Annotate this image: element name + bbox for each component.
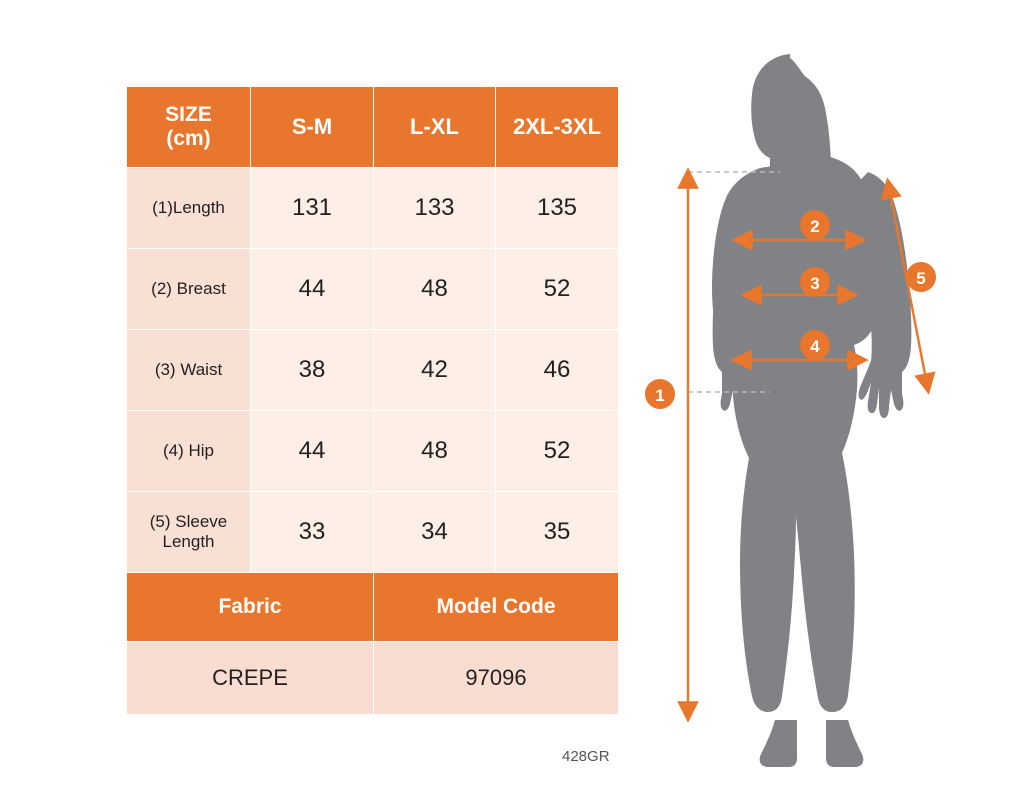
cell-waist-2xl3xl: 46 — [496, 330, 619, 411]
cell-hip-sm: 44 — [251, 411, 374, 492]
table-footer-value-row — [127, 642, 619, 715]
row-label-length: (1)Length — [127, 168, 251, 249]
measure-badge-length — [645, 379, 675, 409]
table-row — [127, 411, 619, 492]
cell-sleeve-sm: 33 — [251, 492, 374, 573]
header-size-line2: (cm) — [166, 127, 211, 150]
header-size-line1: SIZE — [165, 102, 212, 126]
measure-badge-sleeve — [906, 262, 936, 292]
cell-length-2xl3xl: 135 — [496, 168, 619, 249]
row-label-waist: (3) Waist — [127, 330, 251, 411]
badge-label-4: 4 — [810, 337, 820, 356]
footer-value-fabric: CREPE — [127, 642, 374, 715]
product-code-text: 428GR — [562, 748, 610, 765]
header-col-sm: S-M — [251, 87, 374, 168]
female-body-silhouette-icon — [712, 54, 911, 767]
badge-label-5: 5 — [916, 269, 926, 288]
table-row — [127, 492, 619, 573]
header-col-lxl: L-XL — [374, 87, 496, 168]
header-size-label — [127, 87, 251, 168]
cell-hip-2xl3xl: 52 — [496, 411, 619, 492]
table-row — [127, 168, 619, 249]
badge-label-1: 1 — [655, 386, 665, 405]
row-label-breast: (2) Breast — [127, 249, 251, 330]
measurement-figure-panel — [640, 20, 1024, 780]
row-label-sleeve-length: (5) Sleeve Length — [127, 492, 251, 573]
cell-waist-sm: 38 — [251, 330, 374, 411]
cell-breast-2xl3xl: 52 — [496, 249, 619, 330]
footer-label-fabric: Fabric — [127, 573, 374, 642]
table-header-row — [127, 87, 619, 168]
measure-badge-breast — [800, 210, 830, 240]
cell-hip-lxl: 48 — [374, 411, 496, 492]
row-label-hip: (4) Hip — [127, 411, 251, 492]
size-chart-table — [126, 86, 619, 715]
cell-waist-lxl: 42 — [374, 330, 496, 411]
measure-badge-waist — [800, 267, 830, 297]
table-row — [127, 330, 619, 411]
badge-label-3: 3 — [810, 274, 820, 293]
footer-label-model-code: Model Code — [374, 573, 619, 642]
header-col-2xl3xl: 2XL-3XL — [496, 87, 619, 168]
table-row — [127, 249, 619, 330]
cell-breast-sm: 44 — [251, 249, 374, 330]
table-footer-header-row — [127, 573, 619, 642]
measure-badge-hip — [800, 330, 830, 360]
badge-label-2: 2 — [810, 217, 820, 236]
cell-length-sm: 131 — [251, 168, 374, 249]
cell-sleeve-2xl3xl: 35 — [496, 492, 619, 573]
footer-value-model-code: 97096 — [374, 642, 619, 715]
cell-length-lxl: 133 — [374, 168, 496, 249]
cell-breast-lxl: 48 — [374, 249, 496, 330]
cell-sleeve-lxl: 34 — [374, 492, 496, 573]
